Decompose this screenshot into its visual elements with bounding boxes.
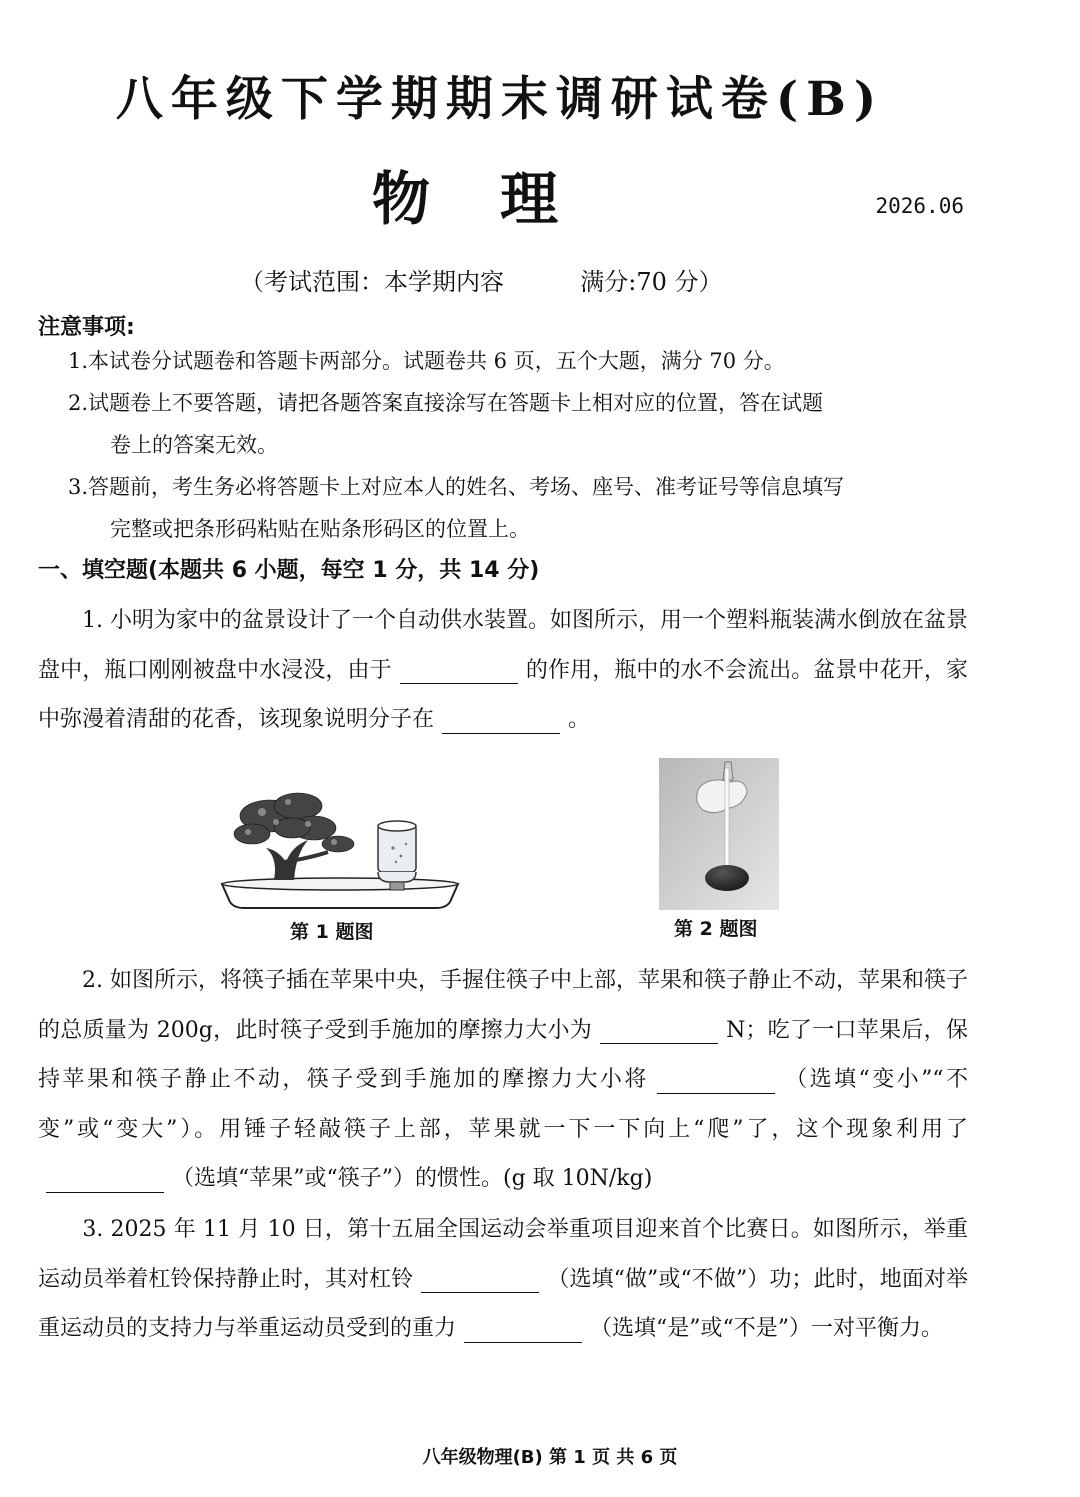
q3-text-c: （选填“是”或“不是”）一对平衡力。 xyxy=(590,1316,944,1341)
answer-blank[interactable] xyxy=(464,1316,582,1343)
q3-text-b: （选填“做”或“不做”）功；此时，地面对举重运动员的支持力与举重运动员受到的重力 xyxy=(38,1266,968,1341)
answer-blank[interactable] xyxy=(657,1067,775,1094)
exam-date: 2026.06 xyxy=(875,194,964,218)
q2-text-b: N；吃了一口苹果后，保持苹果和筷子静止不动，筷子受到手施加的摩擦力大小将 xyxy=(38,1017,968,1092)
notice-text: 试题卷上不要答题，请把各题答案直接涂写在答题卡上相对应的位置，答在试题 xyxy=(88,391,823,415)
answer-blank[interactable] xyxy=(442,707,560,734)
answer-blank[interactable] xyxy=(46,1166,164,1193)
notice-title: 注意事项: xyxy=(38,315,135,340)
notice-text: 答题前，考生务必将答题卡上对应本人的姓名、考场、座号、准考证号等信息填写 xyxy=(88,475,844,499)
exam-scope: （考试范围：本学期内容 满分:70 分） xyxy=(240,268,723,296)
figure-2-caption: 第 2 题图 xyxy=(674,918,758,940)
apple-chopstick-figure xyxy=(659,758,779,910)
bonsai-figure xyxy=(218,788,464,918)
exam-title: 八年级下学期期末调研试卷(B) xyxy=(115,72,885,127)
answer-blank[interactable] xyxy=(600,1017,718,1044)
notice-num: 2. xyxy=(67,391,88,415)
subject-title: 物理 xyxy=(371,165,628,233)
question-2 xyxy=(38,956,968,1204)
notice-text-cont: 卷上的答案无效。 xyxy=(110,433,278,457)
notice-num: 3. xyxy=(67,475,88,499)
section-title: 一、填空题(本题共 6 小题，每空 1 分，共 14 分) xyxy=(38,558,540,583)
page-footer: 八年级物理(B) 第 1 页 共 6 页 xyxy=(422,1447,678,1468)
notice-item-2 xyxy=(38,382,968,466)
q2-text-d: （选填“苹果”或“筷子”）的惯性。(g 取 10N/kg) xyxy=(172,1166,653,1191)
notice-num: 1. xyxy=(67,349,88,373)
notice-text-cont: 完整或把条形码粘贴在贴条形码区的位置上。 xyxy=(110,517,530,541)
notice-text: 本试卷分试题卷和答题卡两部分。试题卷共 6 页，五个大题，满分 70 分。 xyxy=(88,349,785,373)
q2-text-c: （选填“变小”“不变”或“变大”）。用锤子轻敲筷子上部，苹果就一下一下向上“爬”了，这个现象利用了 xyxy=(38,1067,968,1142)
q1-text-b: 的作用，瓶中的水不会流出。盆景中花开，家中弥漫着清甜的花香，该现象说明分子在 xyxy=(38,657,968,732)
notice-item-1 xyxy=(38,340,968,382)
question-1 xyxy=(38,596,968,745)
q3-text-a: 3. 2025 年 11 月 10 日，第十五届全国运动会举重项目迎来首个比赛日。如图所示，举重运动员举着杠铃保持静止时，其对杠铃 xyxy=(38,1217,968,1292)
q1-text-a: 1. 小明为家中的盆景设计了一个自动供水装置。如图所示，用一个塑料瓶装满水倒放在盆景盘中，瓶口刚刚被盘中水浸没，由于 xyxy=(38,608,968,683)
answer-blank[interactable] xyxy=(400,657,518,684)
figure-1-caption: 第 1 题图 xyxy=(290,921,374,943)
question-3 xyxy=(38,1205,968,1354)
answer-blank[interactable] xyxy=(421,1266,539,1293)
notice-item-3 xyxy=(38,466,968,550)
q2-text-a: 2. 如图所示，将筷子插在苹果中央，手握住筷子中上部，苹果和筷子静止不动，苹果和筷子的总质量为 200g，此时筷子受到手施加的摩擦力大小为 xyxy=(38,968,968,1043)
q1-text-c: 。 xyxy=(568,707,591,732)
